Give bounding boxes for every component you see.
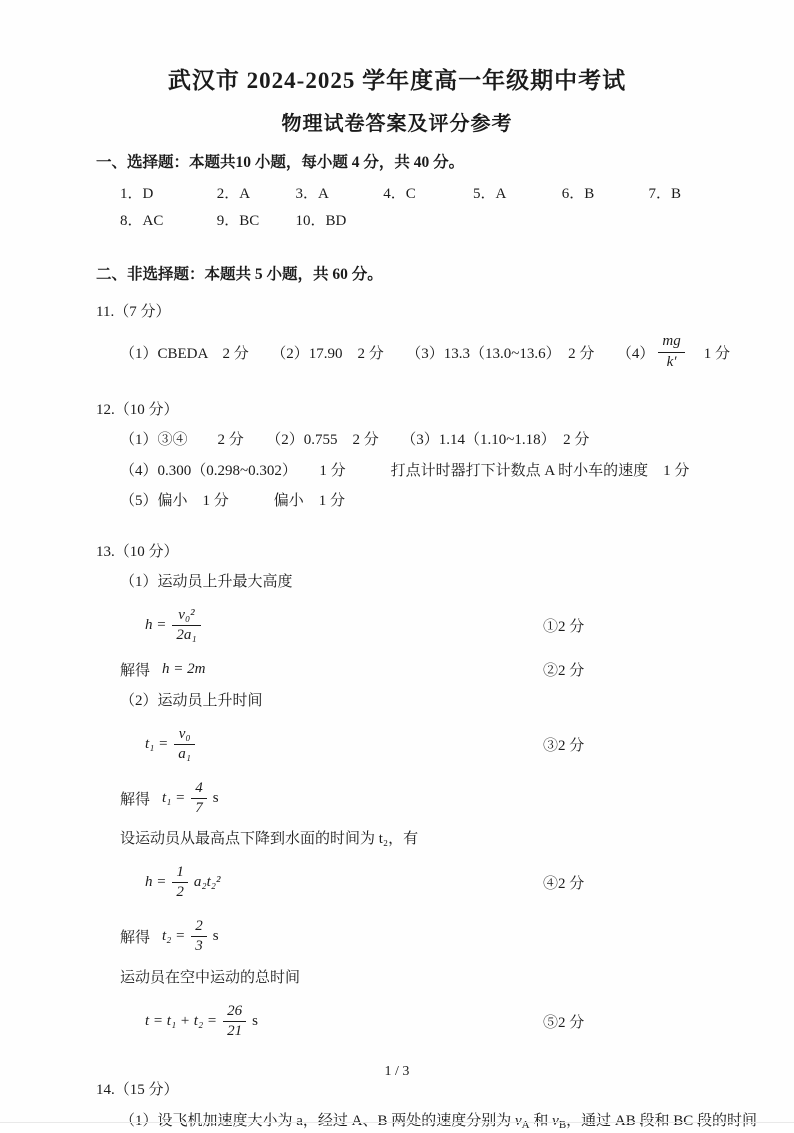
answer-6: 6．B xyxy=(561,186,595,203)
answer-3: 3．A xyxy=(295,186,329,203)
q11-answer-line xyxy=(0,333,794,371)
q13-part2-label: （2）运动员上升时间 xyxy=(120,692,263,709)
result-expression xyxy=(162,918,219,956)
velocity-a-symbol: v xyxy=(515,1112,522,1129)
q13-formula-1 xyxy=(0,604,794,648)
solve-prefix: 解得 xyxy=(120,663,151,680)
q13-formula-3 xyxy=(0,861,794,905)
fraction-denominator: 2a₁ xyxy=(176,627,197,644)
formula-max-height xyxy=(145,607,205,645)
formula-lhs: t = t₁ + t₂ = xyxy=(145,1012,218,1029)
answer-8: 8．AC xyxy=(120,213,164,230)
formula-rise-time xyxy=(145,726,199,764)
answer-9: 9．BC xyxy=(216,213,260,230)
choice-answers-row-2 xyxy=(0,209,794,230)
fraction-numerator: 2 xyxy=(191,918,207,937)
q14-text-1: （1）设飞机加速度大小为 a，经过 A、B 两处的速度分别为 xyxy=(120,1112,515,1129)
answer-1: 1．D xyxy=(120,186,154,203)
formula-terms: a₂t₂² xyxy=(193,874,221,891)
fraction-denominator: 7 xyxy=(195,799,203,816)
q13-note-2: 运动员在空中运动的总时间 xyxy=(120,969,301,986)
q14-text-3: ，通过 AB 段和 BC 段的时间 xyxy=(566,1112,758,1129)
fraction-denominator: k′ xyxy=(666,353,677,370)
answer-10: 10．BD xyxy=(295,213,347,230)
solve-prefix: 解得 xyxy=(120,930,151,947)
formula-lhs: h = xyxy=(145,617,167,634)
q13-result-2 xyxy=(0,776,794,820)
answer-5: 5．A xyxy=(473,186,507,203)
section2-heading: 二、非选择题：本题共 5 小题，共 60 分。 xyxy=(96,266,383,284)
exam-title: 武汉市 2024-2025 学年度高一年级期中考试 xyxy=(167,68,627,93)
q12-line-1: （1）③④ 2 分 （2）0.755 2 分 （3）1.14（1.10~1.18） 2 分 xyxy=(120,432,590,449)
q14-text-2: 和 xyxy=(529,1112,553,1129)
fraction-numerator: 26 xyxy=(223,1003,246,1022)
fraction-numerator: 1 xyxy=(172,864,188,883)
q13-number: 13.（10 分） xyxy=(96,543,179,560)
q11-fraction xyxy=(658,333,684,371)
page-number: 1 / 3 xyxy=(384,1064,410,1079)
result-expression xyxy=(162,780,219,818)
answer-2: 2．A xyxy=(216,186,251,203)
q13-result-1 xyxy=(0,658,794,682)
formula-lhs: t₂ = xyxy=(162,928,186,945)
q11-score: 1 分 xyxy=(688,345,730,362)
score-mark-3: ③2 分 xyxy=(543,737,585,754)
result-expression: h = 2m xyxy=(162,661,206,678)
formula-lhs: h = xyxy=(145,874,167,891)
q12-number: 12.（10 分） xyxy=(96,401,179,418)
fraction-denominator: a₁ xyxy=(178,745,191,762)
score-mark-2: ②2 分 xyxy=(543,663,585,680)
q11-answers-text: （1）CBEDA 2 分 （2）17.90 2 分 （3）13.3（13.0~13.6） 2 分 （4） xyxy=(120,345,655,362)
answer-4: 4．C xyxy=(383,186,416,203)
unit-label: s xyxy=(252,1012,258,1029)
fraction-denominator: 3 xyxy=(195,938,203,955)
solve-prefix: 解得 xyxy=(120,791,151,808)
q13-formula-2 xyxy=(0,722,794,766)
q12-line-2: （4）0.300（0.298~0.302） 1 分 打点计时器打下计数点 A 时小车的速度 1 分 xyxy=(120,462,690,479)
fraction-numerator: 4 xyxy=(191,780,207,799)
q14-number: 14.（15 分） xyxy=(96,1082,179,1099)
q13-part1-label: （1）运动员上升最大高度 xyxy=(120,574,293,591)
unit-label: s xyxy=(212,789,219,806)
q13-result-3 xyxy=(0,915,794,959)
fraction-numerator: v₀² xyxy=(172,607,200,626)
velocity-b-subscript: B xyxy=(558,1118,567,1131)
fraction-numerator: v₀ xyxy=(174,726,195,745)
answer-7: 7．B xyxy=(648,186,682,203)
section1-heading: 一、选择题：本题共10 小题，每小题 4 分，共 40 分。 xyxy=(96,154,465,171)
q13-formula-4 xyxy=(0,999,794,1043)
velocity-a-subscript: A xyxy=(521,1118,530,1131)
q11-number: 11.（7 分） xyxy=(96,303,171,320)
unit-label: s xyxy=(212,928,219,945)
formula-lhs: t₁ = xyxy=(162,789,186,806)
score-mark-5: ⑤2 分 xyxy=(543,1014,585,1031)
score-mark-4: ④2 分 xyxy=(543,876,585,893)
q14-line-1 xyxy=(0,1110,794,1133)
choice-answers-row-1 xyxy=(0,182,794,203)
fraction-numerator: mg xyxy=(658,333,684,352)
score-mark-1: ①2 分 xyxy=(543,619,585,636)
formula-total-time xyxy=(145,1003,258,1041)
q13-note-1: 设运动员从最高点下降到水面的时间为 t₂，有 xyxy=(120,831,419,848)
velocity-b-symbol: v xyxy=(552,1112,559,1129)
fraction-denominator: 21 xyxy=(227,1022,243,1039)
formula-fall xyxy=(145,864,220,902)
fraction-denominator: 2 xyxy=(176,884,184,901)
formula-lhs: t₁ = xyxy=(145,735,169,752)
q12-line-3: （5）偏小 1 分 偏小 1 分 xyxy=(120,493,346,510)
exam-subtitle: 物理试卷答案及评分参考 xyxy=(281,113,513,135)
